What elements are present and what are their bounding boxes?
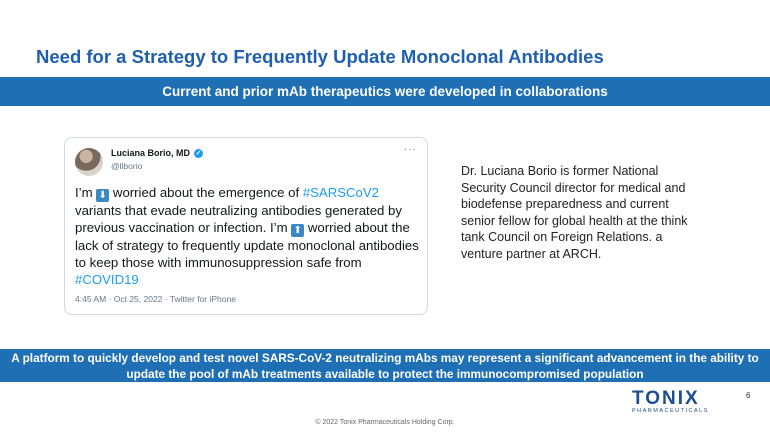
top-banner — [0, 77, 770, 106]
bottom-banner-text: A platform to quickly develop and test novel SARS-CoV-2 neutralizing mAbs may represent a significant advancement in the ability to update the pool of mAb treatments available to protect the immunocompromised population — [11, 350, 759, 381]
top-banner-text: Current and prior mAb therapeutics were developed in collaborations — [162, 84, 608, 99]
slide-title: Need for a Strategy to Frequently Update Monoclonal Antibodies — [36, 46, 604, 67]
page-number: 6 — [746, 391, 751, 400]
up-arrow-icon: ⬆ — [291, 224, 304, 237]
verified-icon: ✓ — [195, 149, 202, 157]
down-arrow-icon: ⬇ — [96, 189, 109, 202]
more-options-icon[interactable]: ··· — [404, 144, 417, 155]
tweet-text-2: worried about the emergence of — [109, 185, 303, 200]
logo-subtitle: PHARMACEUTICALS — [632, 408, 709, 414]
avatar[interactable] — [75, 148, 103, 176]
tweet-timestamp[interactable]: 4:45 AM · Oct 25, 2022 · Twitter for iPhone — [75, 294, 236, 304]
copyright-footer: © 2022 Tonix Pharmaceuticals Holding Corp. — [315, 419, 455, 426]
hashtag-covid19-link[interactable]: #COVID19 — [75, 272, 139, 287]
tweet-text-4: worried about the lack of strategy to frequently update monoclonal antibodies to keep those with immunosuppression safe from — [75, 220, 419, 270]
tweet-author[interactable] — [111, 148, 203, 158]
tweet-text-3: variants that evade neutralizing antibodies generated by previous vaccination or infection. I’m — [75, 203, 402, 235]
hashtag-sarscov2-link[interactable]: #SARSCoV2 — [302, 185, 380, 200]
tweet-handle[interactable]: @llborio — [111, 161, 143, 171]
tonix-logo — [632, 388, 722, 414]
tweet-text-1: I’m — [75, 185, 97, 200]
bottom-banner — [0, 349, 770, 382]
tweet-author-name[interactable]: Luciana Borio, MD — [111, 148, 191, 158]
bio-text: Dr. Luciana Borio is former National Security Council director for medical and biodefense preparedness and current senior fellow for global health at the think tank Council on Foreign Relations. a venture partner at ARCH. — [461, 164, 688, 261]
logo-wordmark: TONIX — [632, 388, 700, 409]
tweet-card[interactable] — [64, 137, 428, 315]
tweet-text — [75, 184, 419, 288]
